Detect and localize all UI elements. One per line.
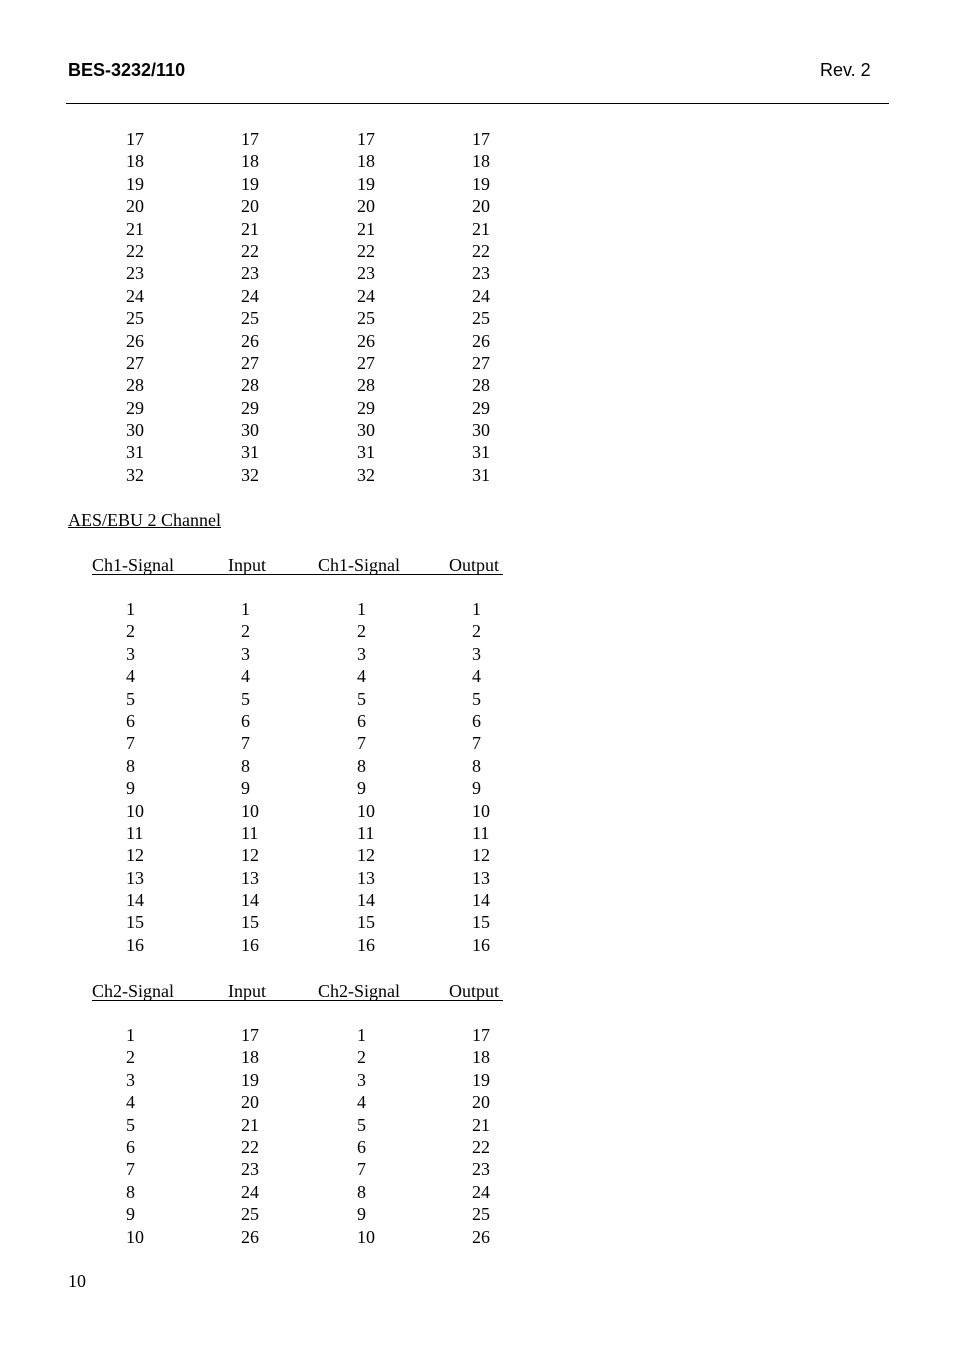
table-row bbox=[0, 218, 954, 240]
table-cell: 25 bbox=[472, 1204, 490, 1225]
table-cell: 12 bbox=[241, 845, 259, 866]
table-cell: 29 bbox=[241, 397, 259, 418]
table-cell: 9 bbox=[126, 1204, 135, 1225]
table-cell: 9 bbox=[357, 1204, 366, 1225]
table-cell: 27 bbox=[472, 352, 490, 373]
table-cell: 24 bbox=[472, 1181, 490, 1202]
table-cell: 16 bbox=[472, 934, 490, 955]
table-cell: 20 bbox=[472, 196, 490, 217]
table-cell: 22 bbox=[241, 240, 259, 261]
document-title: BES-3232/110 bbox=[68, 60, 186, 80]
table-row bbox=[0, 844, 954, 866]
table-cell: 20 bbox=[472, 1092, 490, 1113]
table-cell: 25 bbox=[357, 308, 375, 329]
table-cell: 17 bbox=[357, 129, 375, 149]
table-cell: 3 bbox=[126, 643, 135, 664]
table-cell: 22 bbox=[357, 240, 375, 261]
table-cell: 30 bbox=[126, 420, 144, 441]
table-cell: 17 bbox=[126, 129, 144, 149]
table-cell: 20 bbox=[357, 196, 375, 217]
table-cell: 1 bbox=[357, 599, 366, 619]
section-title: AES/EBU 2 Channel bbox=[68, 510, 221, 530]
table-cell: 7 bbox=[357, 733, 366, 754]
table-cell: 24 bbox=[241, 285, 259, 306]
table-cell: 2 bbox=[126, 1047, 135, 1068]
table-cell: 19 bbox=[241, 173, 259, 194]
table-cell: 16 bbox=[126, 934, 144, 955]
table-cell: 4 bbox=[126, 666, 135, 687]
table-cell: 4 bbox=[357, 666, 366, 687]
table-cell: 32 bbox=[357, 464, 375, 485]
table-cell: 3 bbox=[241, 643, 250, 664]
table-row bbox=[0, 240, 954, 262]
column-header: Ch1-Signal bbox=[92, 555, 175, 575]
table-cell: 31 bbox=[241, 442, 259, 463]
table-cell: 4 bbox=[241, 666, 250, 687]
table-cell: 12 bbox=[357, 845, 375, 866]
table-cell: 26 bbox=[241, 1226, 259, 1247]
table-row bbox=[0, 1136, 954, 1158]
table-cell: 27 bbox=[357, 352, 375, 373]
table-cell: 20 bbox=[241, 1092, 259, 1113]
table-row bbox=[0, 285, 954, 307]
table-cell: 2 bbox=[357, 621, 366, 642]
table-cell: 30 bbox=[241, 420, 259, 441]
table-cell: 25 bbox=[472, 308, 490, 329]
table-cell: 23 bbox=[126, 263, 144, 284]
table-cell: 25 bbox=[241, 308, 259, 329]
table-row bbox=[0, 911, 954, 933]
table-cell: 10 bbox=[357, 1226, 375, 1247]
table-cell: 6 bbox=[357, 710, 366, 731]
table-cell: 8 bbox=[357, 755, 366, 776]
table-cell: 8 bbox=[126, 1181, 135, 1202]
table-cell: 5 bbox=[357, 1114, 366, 1135]
table-cell: 3 bbox=[126, 1069, 135, 1090]
table-cell: 7 bbox=[241, 733, 250, 754]
table-cell: 20 bbox=[126, 196, 144, 217]
table-row bbox=[0, 598, 954, 620]
table-row bbox=[0, 173, 954, 195]
table-cell: 21 bbox=[241, 1114, 259, 1135]
table-row bbox=[0, 1226, 954, 1248]
table-cell: 31 bbox=[472, 464, 490, 485]
table-cell: 4 bbox=[357, 1092, 366, 1113]
table-cell: 32 bbox=[126, 464, 144, 485]
table-cell: 25 bbox=[126, 308, 144, 329]
table-cell: 31 bbox=[126, 442, 144, 463]
table-cell: 7 bbox=[357, 1159, 366, 1180]
table-cell: 11 bbox=[126, 822, 144, 843]
table-cell: 13 bbox=[241, 867, 259, 888]
table-row bbox=[0, 822, 954, 844]
table-row bbox=[0, 800, 954, 822]
table-row bbox=[0, 1069, 954, 1091]
table-cell: 17 bbox=[241, 129, 259, 149]
table-cell: 9 bbox=[126, 778, 135, 799]
table-cell: 21 bbox=[241, 218, 259, 239]
table-cell: 18 bbox=[126, 151, 144, 172]
table-row bbox=[0, 330, 954, 352]
table-cell: 5 bbox=[241, 688, 250, 709]
table-cell: 14 bbox=[241, 890, 259, 911]
table-cell: 3 bbox=[357, 1069, 366, 1090]
table-cell: 22 bbox=[241, 1136, 259, 1157]
table-cell: 28 bbox=[357, 375, 375, 396]
table-cell: 19 bbox=[472, 1069, 490, 1090]
table-cell: 22 bbox=[126, 240, 144, 261]
table-cell: 17 bbox=[472, 1025, 490, 1045]
table-cell: 29 bbox=[126, 397, 144, 418]
revision-label: Rev. 2 bbox=[820, 60, 871, 80]
table-cell: 13 bbox=[357, 867, 375, 888]
table-row bbox=[0, 934, 954, 956]
column-header: Ch1-Signal bbox=[318, 555, 401, 575]
table-cell: 3 bbox=[472, 643, 481, 664]
table-cell: 22 bbox=[472, 240, 490, 261]
table-cell: 7 bbox=[126, 733, 135, 754]
header-underline bbox=[92, 574, 503, 575]
table-cell: 1 bbox=[126, 1025, 135, 1045]
table-cell: 29 bbox=[357, 397, 375, 418]
table-cell: 15 bbox=[126, 912, 144, 933]
continued-table bbox=[0, 128, 954, 486]
table-row bbox=[0, 620, 954, 642]
table-cell: 8 bbox=[241, 755, 250, 776]
table-cell: 30 bbox=[472, 420, 490, 441]
table-cell: 4 bbox=[126, 1092, 135, 1113]
table-cell: 11 bbox=[357, 822, 375, 843]
table-cell: 11 bbox=[472, 822, 490, 843]
table-row bbox=[0, 665, 954, 687]
table-cell: 31 bbox=[472, 442, 490, 463]
table-row bbox=[0, 397, 954, 419]
table-cell: 6 bbox=[472, 710, 481, 731]
table-row bbox=[0, 777, 954, 799]
table-cell: 24 bbox=[126, 285, 144, 306]
column-header: Output bbox=[449, 555, 500, 575]
table-cell: 15 bbox=[241, 912, 259, 933]
table-cell: 1 bbox=[472, 599, 481, 619]
table-cell: 31 bbox=[357, 442, 375, 463]
table-cell: 23 bbox=[357, 263, 375, 284]
table-cell: 17 bbox=[472, 129, 490, 149]
table-cell: 28 bbox=[126, 375, 144, 396]
table-row bbox=[0, 352, 954, 374]
table-cell: 22 bbox=[472, 1136, 490, 1157]
table-cell: 1 bbox=[357, 1025, 366, 1045]
table-cell: 26 bbox=[472, 1226, 490, 1247]
table-row bbox=[0, 688, 954, 710]
table-row bbox=[0, 419, 954, 441]
table-cell: 14 bbox=[357, 890, 375, 911]
ch1-table bbox=[0, 598, 954, 956]
page-number: 10 bbox=[68, 1271, 86, 1291]
table-cell: 29 bbox=[472, 397, 490, 418]
table-cell: 13 bbox=[126, 867, 144, 888]
table-cell: 23 bbox=[241, 1159, 259, 1180]
table-row bbox=[0, 867, 954, 889]
table-cell: 6 bbox=[126, 710, 135, 731]
table-cell: 20 bbox=[241, 196, 259, 217]
table-cell: 26 bbox=[126, 330, 144, 351]
table-row bbox=[0, 262, 954, 284]
table-cell: 26 bbox=[357, 330, 375, 351]
table-cell: 18 bbox=[357, 151, 375, 172]
table-cell: 19 bbox=[126, 173, 144, 194]
table-cell: 18 bbox=[241, 1047, 259, 1068]
table-cell: 10 bbox=[357, 800, 375, 821]
table-cell: 8 bbox=[472, 755, 481, 776]
table-cell: 2 bbox=[357, 1047, 366, 1068]
table-cell: 28 bbox=[472, 375, 490, 396]
table-cell: 28 bbox=[241, 375, 259, 396]
table-row bbox=[0, 464, 954, 486]
ch2-table bbox=[0, 1024, 954, 1248]
column-header: Output bbox=[449, 981, 500, 1001]
table-row bbox=[0, 643, 954, 665]
table-cell: 16 bbox=[241, 934, 259, 955]
table-cell: 9 bbox=[357, 778, 366, 799]
table-row bbox=[0, 1181, 954, 1203]
table-cell: 23 bbox=[472, 1159, 490, 1180]
table-cell: 27 bbox=[126, 352, 144, 373]
column-header: Input bbox=[228, 555, 266, 575]
table-row bbox=[0, 755, 954, 777]
table-cell: 6 bbox=[241, 710, 250, 731]
table-cell: 18 bbox=[472, 151, 490, 172]
table-cell: 12 bbox=[472, 845, 490, 866]
table-cell: 10 bbox=[126, 800, 144, 821]
table-cell: 1 bbox=[126, 599, 135, 619]
header-divider bbox=[66, 103, 889, 104]
table-cell: 24 bbox=[241, 1181, 259, 1202]
table-cell: 13 bbox=[472, 867, 490, 888]
table-cell: 21 bbox=[472, 1114, 490, 1135]
table-cell: 26 bbox=[241, 330, 259, 351]
table-row bbox=[0, 441, 954, 463]
table-cell: 23 bbox=[241, 263, 259, 284]
table-cell: 21 bbox=[126, 218, 144, 239]
table-cell: 18 bbox=[241, 151, 259, 172]
table-cell: 8 bbox=[126, 755, 135, 776]
ch2-table-header bbox=[0, 979, 954, 1003]
table-cell: 6 bbox=[357, 1136, 366, 1157]
table-cell: 21 bbox=[357, 218, 375, 239]
table-cell: 32 bbox=[241, 464, 259, 485]
table-cell: 24 bbox=[357, 285, 375, 306]
table-cell: 7 bbox=[472, 733, 481, 754]
table-row bbox=[0, 710, 954, 732]
table-cell: 21 bbox=[472, 218, 490, 239]
table-row bbox=[0, 1114, 954, 1136]
table-cell: 19 bbox=[241, 1069, 259, 1090]
table-cell: 3 bbox=[357, 643, 366, 664]
table-cell: 24 bbox=[472, 285, 490, 306]
table-cell: 10 bbox=[241, 800, 259, 821]
table-cell: 2 bbox=[126, 621, 135, 642]
table-cell: 4 bbox=[472, 666, 481, 687]
table-cell: 2 bbox=[472, 621, 481, 642]
table-cell: 14 bbox=[472, 890, 490, 911]
table-cell: 18 bbox=[472, 1047, 490, 1068]
table-cell: 9 bbox=[472, 778, 481, 799]
table-cell: 2 bbox=[241, 621, 250, 642]
table-cell: 6 bbox=[126, 1136, 135, 1157]
table-row bbox=[0, 1203, 954, 1225]
table-cell: 30 bbox=[357, 420, 375, 441]
table-row bbox=[0, 1158, 954, 1180]
table-cell: 19 bbox=[357, 173, 375, 194]
table-cell: 8 bbox=[357, 1181, 366, 1202]
table-cell: 15 bbox=[357, 912, 375, 933]
table-row bbox=[0, 128, 954, 150]
table-cell: 5 bbox=[472, 688, 481, 709]
table-cell: 1 bbox=[241, 599, 250, 619]
table-row bbox=[0, 889, 954, 911]
table-cell: 14 bbox=[126, 890, 144, 911]
table-row bbox=[0, 150, 954, 172]
table-cell: 17 bbox=[241, 1025, 259, 1045]
table-row bbox=[0, 195, 954, 217]
column-header: Input bbox=[228, 981, 266, 1001]
column-header: Ch2-Signal bbox=[92, 981, 175, 1001]
table-cell: 5 bbox=[126, 1114, 135, 1135]
table-cell: 26 bbox=[472, 330, 490, 351]
table-cell: 12 bbox=[126, 845, 144, 866]
table-cell: 19 bbox=[472, 173, 490, 194]
table-cell: 5 bbox=[357, 688, 366, 709]
table-row bbox=[0, 307, 954, 329]
table-cell: 25 bbox=[241, 1204, 259, 1225]
column-header: Ch2-Signal bbox=[318, 981, 401, 1001]
table-row bbox=[0, 1046, 954, 1068]
ch1-table-header bbox=[0, 553, 954, 577]
table-cell: 10 bbox=[126, 1226, 144, 1247]
table-cell: 7 bbox=[126, 1159, 135, 1180]
table-row bbox=[0, 1091, 954, 1113]
table-row bbox=[0, 1024, 954, 1046]
table-cell: 23 bbox=[472, 263, 490, 284]
table-cell: 11 bbox=[241, 822, 259, 843]
table-cell: 5 bbox=[126, 688, 135, 709]
table-row bbox=[0, 732, 954, 754]
table-row bbox=[0, 374, 954, 396]
header-underline bbox=[92, 1000, 503, 1001]
table-cell: 9 bbox=[241, 778, 250, 799]
table-cell: 27 bbox=[241, 352, 259, 373]
table-cell: 10 bbox=[472, 800, 490, 821]
table-cell: 16 bbox=[357, 934, 375, 955]
table-cell: 15 bbox=[472, 912, 490, 933]
